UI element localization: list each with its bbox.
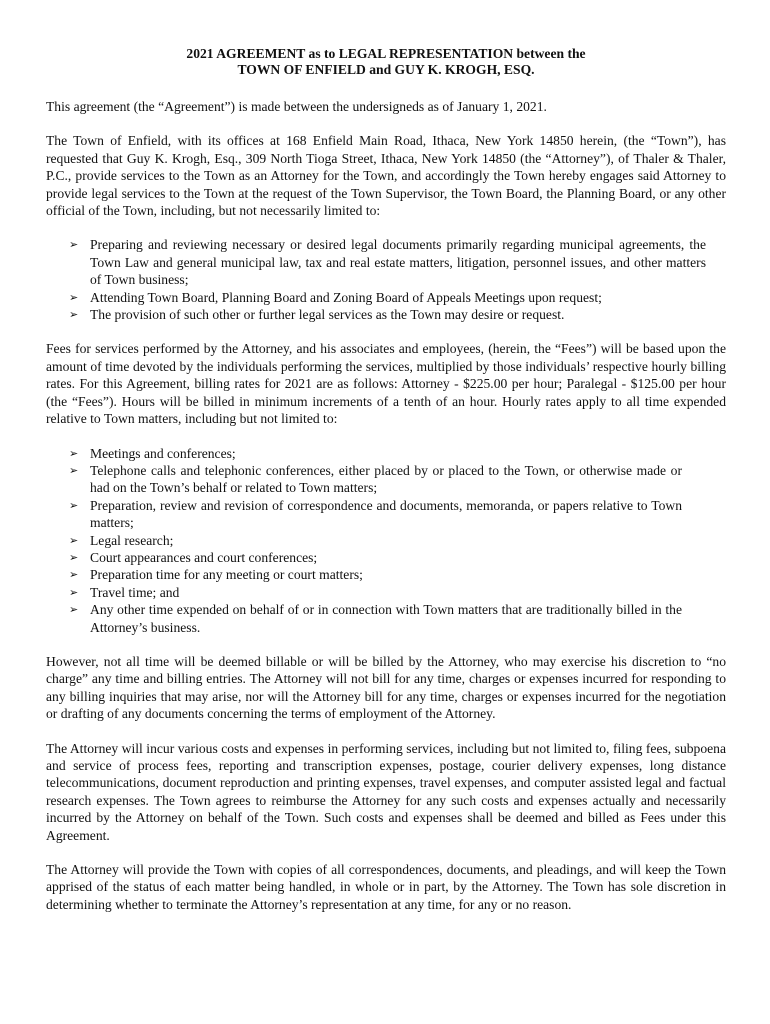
engagement-paragraph: The Town of Enfield, with its offices at 168 Enfield Main Road, Ithaca, New York 14850 herein, (the “Town”), has requested that Guy K. Krogh, Esq., 309 North Tioga Street, Ithaca, New York 14850 (the “Attorney”), of Thaler & Thaler, P.C., provide services to the Town as an Attorney for the Town, and accordingly the Town hereby engages said Attorney to provide legal services to the Town at the request of the Town Supervisor, the Town Board, the Planning Board, or any other official of the Town, including, but not necessarily limited to: — [46, 133, 726, 219]
intro-paragraph: This agreement (the “Agreement”) is made between the undersigneds as of January 1, 2021. — [46, 99, 547, 114]
arrow-bullet-icon: ➢ — [69, 308, 79, 322]
arrow-bullet-icon: ➢ — [69, 603, 79, 617]
arrow-bullet-icon: ➢ — [69, 446, 79, 460]
document-title — [46, 46, 726, 78]
list-item: ➢ Attending Town Board, Planning Board and Zoning Board of Appeals Meetings upon request; — [69, 289, 602, 305]
fees-paragraph: Fees for services performed by the Attorney, and his associates and employees, (herein, the “Fees”) will be based upon the amount of time devoted by the individuals performing the services, multiplied by those individuals’ respective hourly billing rates. For this Agreement, billing rates for 2021 are as follows: Attorney - $225.00 per hour; Paralegal - $125.00 per hour (the “Fees”). Hours will be billed in minimum increments of a tenth of an hour. Hourly rates apply to all time expended relative to Town matters, including but not limited to: — [46, 341, 726, 427]
list-item: ➢ The provision of such other or further legal services as the Town may desire or request. — [69, 307, 565, 323]
arrow-bullet-icon: ➢ — [69, 533, 79, 547]
title-line-1: 2021 AGREEMENT as to LEGAL REPRESENTATION between the — [186, 46, 586, 61]
list-item: ➢ Preparation, review and revision of correspondence and documents, memoranda, or papers relative to Town matters; — [69, 497, 682, 531]
billable-items-list — [46, 445, 726, 636]
list-item: ➢ Legal research; — [69, 532, 174, 548]
arrow-bullet-icon: ➢ — [69, 550, 79, 564]
copies-paragraph: The Attorney will provide the Town with copies of all correspondences, documents, and pleadings, and will keep the Town apprised of the status of each matter being handled, in whole or in part, by the Attorney. The Town has sole discretion in determining whether to terminate the Attorney’s representation at any time, for any or no reason. — [46, 862, 726, 912]
arrow-bullet-icon: ➢ — [69, 463, 79, 477]
arrow-bullet-icon: ➢ — [69, 568, 79, 582]
arrow-bullet-icon: ➢ — [69, 238, 79, 252]
list-item: ➢ Telephone calls and telephonic conferences, either placed by or placed to the Town, or otherwise made or had on the Town’s behalf or related to Town matters; — [69, 462, 682, 496]
arrow-bullet-icon: ➢ — [69, 498, 79, 512]
discretion-paragraph: However, not all time will be deemed billable or will be billed by the Attorney, who may exercise his discretion to “no charge” any time and billing entries. The Attorney will not bill for any time, charges or expenses incurred for responding to any billing inquiries that may arise, nor will the Attorney bill for any time, charges or expenses incurred for the negotiation or drafting of any documents concerning the terms of employment of the Attorney. — [46, 653, 726, 722]
list-item: ➢ Travel time; and — [69, 584, 180, 600]
title-line-2: TOWN OF ENFIELD and GUY K. KROGH, ESQ. — [237, 62, 535, 77]
list-item: ➢ Preparation time for any meeting or court matters; — [69, 567, 363, 583]
list-item: ➢ Meetings and conferences; — [69, 445, 236, 461]
arrow-bullet-icon: ➢ — [69, 290, 79, 304]
arrow-bullet-icon: ➢ — [69, 585, 79, 599]
list-item: ➢ Any other time expended on behalf of or in connection with Town matters that are traditionally billed in the Attorney’s business. — [69, 602, 682, 635]
services-list — [46, 236, 726, 323]
list-item: ➢ Court appearances and court conferences; — [69, 549, 318, 565]
list-item: ➢ Preparing and reviewing necessary or desired legal documents primarily regarding municipal agreements, the Town Law and general municipal law, tax and real estate matters, litigation, personnel issues, and other matters of Town business; — [69, 237, 706, 288]
costs-paragraph: The Attorney will incur various costs and expenses in performing services, including but not limited to, filing fees, subpoena and service of process fees, reporting and transcription expenses, postage, courier delivery expenses, long distance telecommunications, document reproduction and printing expenses, travel expenses, and computer assisted legal and factual research expenses. The Town agrees to reimburse the Attorney for any such costs and expenses actually and necessarily incurred by the Attorney on behalf of the Town. Such costs and expenses shall be deemed and billed as Fees under this Agreement. — [46, 740, 726, 843]
